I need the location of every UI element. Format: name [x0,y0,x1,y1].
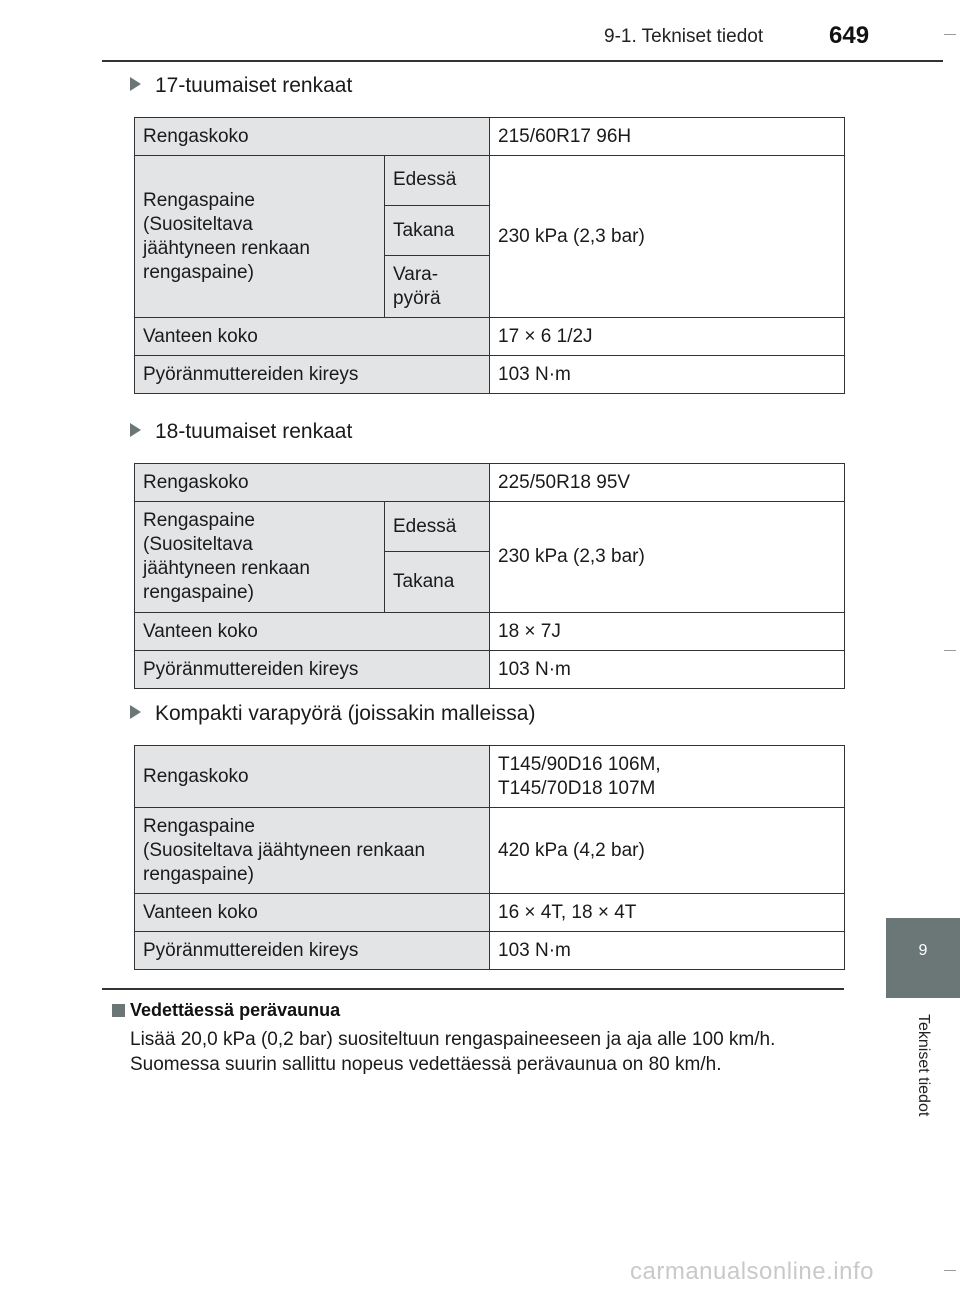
torque-value: 103 N·m [490,651,845,689]
table-row [135,318,845,356]
section-heading-text: Kompakti varapyörä (joissakin malleissa) [155,702,536,725]
tire-table-compact-spare [134,745,845,970]
rim-value: 17 × 6 1/2J [490,318,845,356]
rear-label: Takana [385,552,490,613]
section-heading-17in [130,74,352,98]
table-row [135,651,845,689]
table-row [135,118,845,156]
rim-label: Vanteen koko [135,613,490,651]
spare-label: Vara- pyörä [385,256,490,318]
front-label: Edessä [385,156,490,206]
arrow-bullet-icon [130,77,141,91]
size-value: 215/60R17 96H [490,118,845,156]
size-label: Rengaskoko [135,746,490,808]
table-row [135,808,845,894]
header-divider [102,60,943,62]
rim-label: Vanteen koko [135,894,490,932]
note-line: Lisää 20,0 kPa (0,2 bar) suositeltuun rengaspaineeseen ja aja alle 100 km/h. [130,1029,776,1050]
table-row [135,356,845,394]
rim-value: 18 × 7J [490,613,845,651]
chapter-tab [886,918,960,998]
note-title-text: Vedettäessä perävaunua [130,1000,341,1020]
torque-label: Pyöränmuttereiden kireys [135,651,490,689]
size-value: T145/90D16 106M, T145/70D18 107M [490,746,845,808]
arrow-bullet-icon [130,705,141,719]
table-row [135,894,845,932]
size-value: 225/50R18 95V [490,464,845,502]
torque-value: 103 N·m [490,932,845,970]
watermark: carmanualsonline.info [630,1258,874,1285]
torque-label: Pyöränmuttereiden kireys [135,932,490,970]
pressure-label: Rengaspaine (Suositeltava jäähtyneen renkaan rengaspaine) [135,156,385,318]
section-heading-compact-spare [130,702,535,726]
front-label: Edessä [385,502,490,552]
pressure-label: Rengaspaine (Suositeltava jäähtyneen renkaan rengaspaine) [135,808,490,894]
pressure-label: Rengaspaine (Suositeltava jäähtyneen renkaan rengaspaine) [135,502,385,613]
note-title [112,1000,340,1021]
arrow-bullet-icon [130,423,141,437]
pressure-value: 230 kPa (2,3 bar) [490,156,845,318]
size-label: Rengaskoko [135,118,490,156]
section-heading-text: 17-tuumaiset renkaat [155,74,353,97]
section-title: 9-1. Tekniset tiedot [604,26,764,47]
section-heading-text: 18-tuumaiset renkaat [155,420,353,443]
rim-value: 16 × 4T, 18 × 4T [490,894,845,932]
table-row [135,464,845,502]
size-label: Rengaskoko [135,464,490,502]
table-row [135,613,845,651]
table-row [135,932,845,970]
chapter-label: Tekniset tiedot [915,1014,932,1117]
pressure-value: 420 kPa (4,2 bar) [490,808,845,894]
crop-mark [944,34,956,35]
crop-mark [944,1270,956,1271]
rim-label: Vanteen koko [135,318,490,356]
square-bullet-icon [112,1004,125,1017]
table-row [135,746,845,808]
section-heading-18in [130,420,352,444]
note-divider [102,988,844,990]
tire-table-18in [134,463,845,689]
chapter-number: 9 [918,942,928,959]
tire-table-17in [134,117,845,394]
note-line: Suomessa suurin sallittu nopeus vedettäessä perävaunua on 80 km/h. [130,1054,722,1075]
torque-value: 103 N·m [490,356,845,394]
table-row [135,502,845,552]
torque-label: Pyöränmuttereiden kireys [135,356,490,394]
pressure-value: 230 kPa (2,3 bar) [490,502,845,613]
rear-label: Takana [385,206,490,256]
table-row [135,156,845,206]
note-body [130,1027,850,1077]
crop-mark [944,650,956,651]
page-number: 649 [829,22,870,49]
